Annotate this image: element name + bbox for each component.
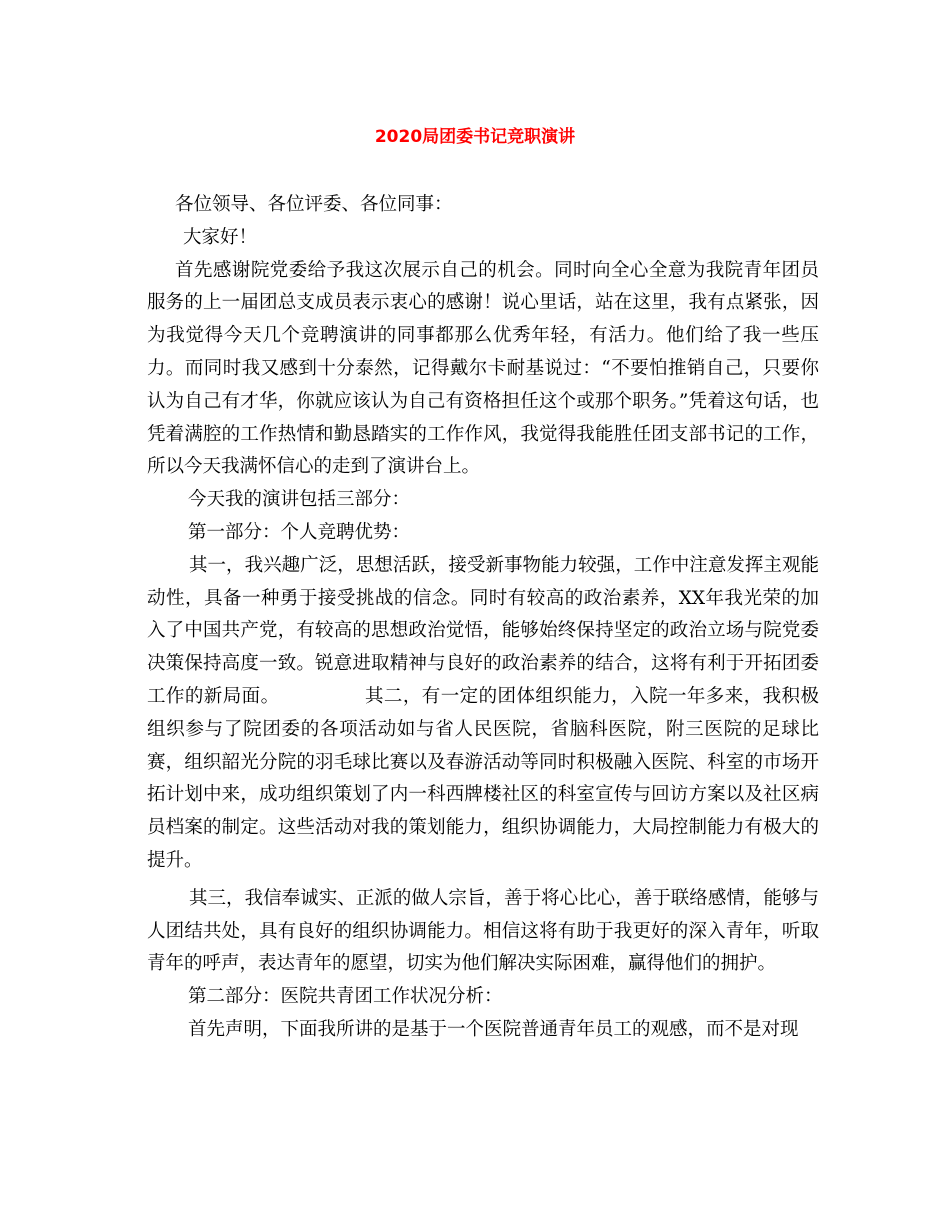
outline-paragraph: 今天我的演讲包括三部分： xyxy=(188,489,411,511)
greeting-paragraph: 大家好！ xyxy=(183,226,258,248)
intro-paragraph: 首先感谢院党委给予我这次展示自己的机会。同时向全心全意为我院青年团员服务的上一届团总支成员表示衷心的感谢！说心里话，站在这里，我有点紧张，因为我觉得今天几个竞聘演讲的同事都那么优秀年轻，有活力。他们给了我一些压力。而同时我又感到十分泰然，记得戴尔卡耐基说过：“不要怕推销自己，只要你认为自己有才华，你就应该认为自己有资格担任这个或那个职务。”凭着这句话，也凭着满腔的工作热情和勤恳踏实的工作作风，我觉得我能胜任团支部书记的工作，所以今天我满怀信心的走到了演讲台上。 xyxy=(147,259,819,478)
closing-paragraph: 首先声明，下面我所讲的是基于一个医院普通青年员工的观感，而不是对现 xyxy=(188,1018,799,1040)
document-title: 2020局团委书记竞职演讲 xyxy=(374,127,576,147)
part-two-heading: 第二部分：医院共青团工作状况分析： xyxy=(188,986,503,1008)
document-body xyxy=(147,189,819,1047)
part-one-heading: 第一部分：个人竞聘优势： xyxy=(188,521,411,543)
advantage-paragraph: 其一，我兴趣广泛，思想活跃，接受新事物能力较强，工作中注意发挥主观能动性，具备一种勇于接受挑战的信念。同时有较高的政治素养，XX年我光荣的加入了中国共产党，有较高的思想政治觉悟，能够始终保持坚定的政治立场与院党委决策保持高度一致。锐意进取精神与良好的政治素养的结合，这将有利于开拓团委工作的新局面。 其二，有一定的团体组织能力，入院一年多来，我积极组织参与了院团委的各项活动如与省人民医院，省脑科医院，附三医院的足球比赛，组织韶光分院的羽毛球比赛以及春游活动等同时积极融入医院、科室的市场开拓计划中来，成功组织策划了内一科西牌楼社区的科室宣传与回访方案以及社区病员档案的制定。这些活动对我的策划能力，组织协调能力，大局控制能力有极大的提升。 xyxy=(147,554,819,871)
third-advantage-paragraph: 其三，我信奉诚实、正派的做人宗旨，善于将心比心，善于联络感情，能够与人团结共处，具有良好的组织协调能力。相信这将有助于我更好的深入青年，听取青年的呼声，表达青年的愿望，切实为他们解决实际困难，赢得他们的拥护。 xyxy=(147,887,819,975)
salutation-paragraph: 各位领导、各位评委、各位同事： xyxy=(175,194,453,215)
